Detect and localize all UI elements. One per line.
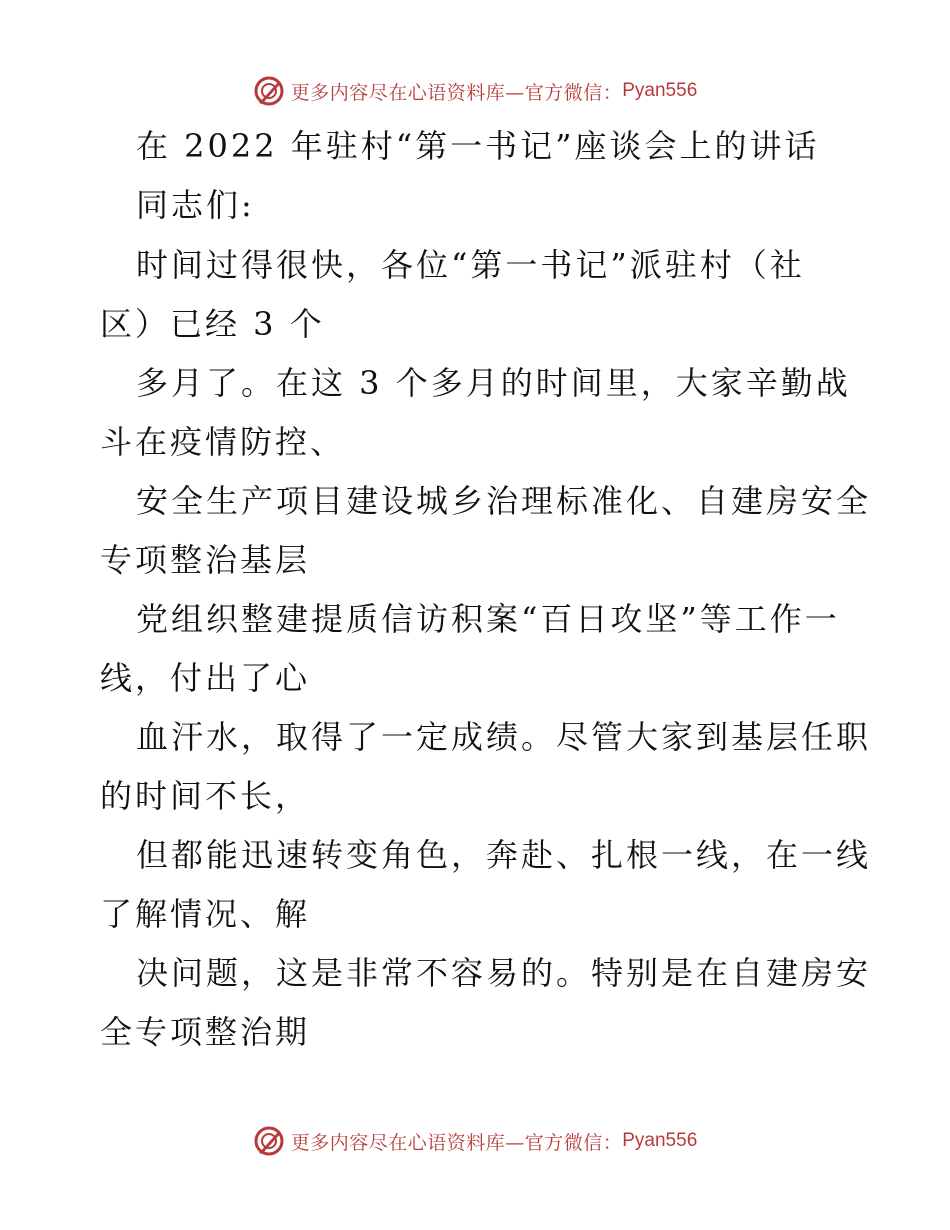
header-banner <box>0 71 950 111</box>
paragraph-line: 多月了。在这 3 个多月的时间里，大家辛勤战 <box>136 364 851 402</box>
paragraph-line: 斗在疫情防控、 <box>100 423 346 461</box>
quill-seal-icon <box>253 75 285 107</box>
paragraph-line: 时间过得很快，各位“第一书记”派驻村（社 <box>136 246 805 284</box>
paragraph-line: 但都能迅速转变角色，奔赴、扎根一线，在一线 <box>136 836 872 874</box>
banner-text: 更多内容尽在心语资料库—官方微信： <box>290 81 623 104</box>
paragraph-line: 线，付出了心 <box>100 659 311 697</box>
paragraph-line: 决问题，这是非常不容易的。特别是在自建房安 <box>136 954 872 992</box>
paragraph-line: 安全生产项目建设城乡治理标准化、自建房安全 <box>136 482 872 520</box>
quill-seal-icon <box>253 1125 285 1157</box>
banner-text: 更多内容尽在心语资料库—官方微信： <box>290 1131 623 1154</box>
paragraph-line: 的时间不长， <box>100 777 311 815</box>
document-title: 在 2022 年驻村“第一书记”座谈会上的讲话 <box>136 127 820 165</box>
salutation: 同志们: <box>136 186 255 224</box>
paragraph-line: 血汗水，取得了一定成绩。尽管大家到基层任职 <box>136 718 872 756</box>
paragraph-line: 了解情况、解 <box>100 895 311 933</box>
paragraph-line: 全专项整治期 <box>100 1013 311 1051</box>
paragraph-line: 区）已经 3 个 <box>100 305 325 343</box>
paragraph-line: 专项整治基层 <box>100 541 311 579</box>
wechat-id: Pyan556 <box>622 80 698 101</box>
wechat-id: Pyan556 <box>622 1130 698 1151</box>
footer-banner <box>0 1121 950 1161</box>
paragraph-line: 党组织整建提质信访积案“百日攻坚”等工作一 <box>136 600 840 638</box>
